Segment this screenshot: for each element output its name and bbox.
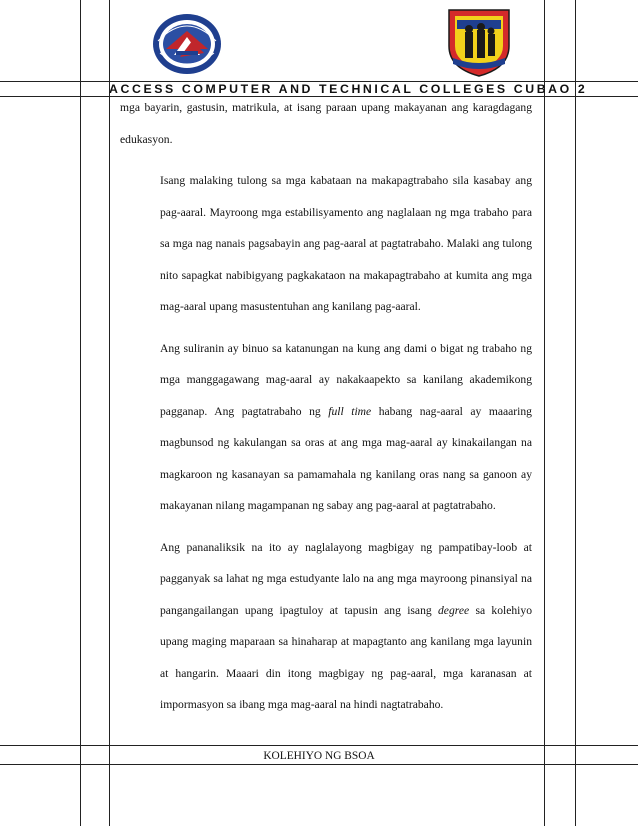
footer-label: KOLEHIYO NG BSOA — [263, 750, 375, 762]
paragraph-text: Ang suliranin ay binuo sa katanungan na kung ang dami o bigat ng trabaho ng mga manggagawang mag-aaral ay nakakaapekto sa kanilang akademikong pagganap. Ang pagtatrabaho ng — [160, 341, 532, 418]
paragraph-text: habang nag-aaral ay maaaring magbunsod ng kakulangan sa oras at ang mga mag-aaral ay kinakailangan na magkaroon ng kasanayan sa pamamahala ng kanilang oras nang sa ganoon ay makayanan nilang magampanan ng sabay ang pag-aaral at pagtatrabaho. — [160, 404, 532, 512]
margin-line-left-outer — [80, 0, 81, 826]
paragraph: Isang malaking tulong sa mga kabataan na makapagtrabaho sila kasabay ang pag-aaral. Mayroong mga estabilisyamento ang naglalaan ng mga trabaho para sa mga nag nanais pagsabayin ang pag-aaral at pagtatrabaho. Malaki ang tulong nito sapagkat nabibigyang pagkakataon na makapagtrabaho at kumita ang mga mag-aaral upang masustentuhan ang kanilang pag-aaral. — [160, 174, 532, 313]
header-title: ACCESS COMPUTER AND TECHNICAL COLLEGES CUBAO 2 — [109, 82, 588, 96]
paragraph — [120, 333, 532, 522]
paragraph-continuation: mga bayarin, gastusin, matrikula, at isang paraan upang makayanan ang karagdagang edukasyon. — [120, 101, 532, 146]
paragraph-text: Ang pananaliksik na ito ay naglalayong magbigay ng pampatibay-loob at pagganyak sa lahat ng mga estudyante lalo na ang mga mayroong pinansiyal na pangangailangan upang ipagtuloy at tapusin ang isang — [160, 540, 532, 617]
paragraph — [120, 532, 532, 721]
paragraph-text: sa kolehiyo upang maging maparaan sa hinaharap at mapagtanto ang kanilang mga layunin at hangarin. Maaari din itong magbigay ng pag-aaral, mga karanasan at impormasyon sa ibang mga mag-aaral na hindi nagtatrabaho. — [160, 603, 532, 711]
margin-line-right-inner — [544, 0, 545, 826]
margin-line-right-outer — [575, 0, 576, 826]
college-crest-icon — [445, 6, 513, 78]
footer-line-top — [0, 745, 638, 746]
emphasis-text: degree — [438, 603, 470, 617]
school-seal-icon — [152, 13, 222, 75]
margin-line-left-inner — [109, 0, 110, 826]
footer-line-bottom — [0, 764, 638, 765]
document-body — [120, 92, 532, 721]
emphasis-text: full time — [328, 404, 372, 418]
